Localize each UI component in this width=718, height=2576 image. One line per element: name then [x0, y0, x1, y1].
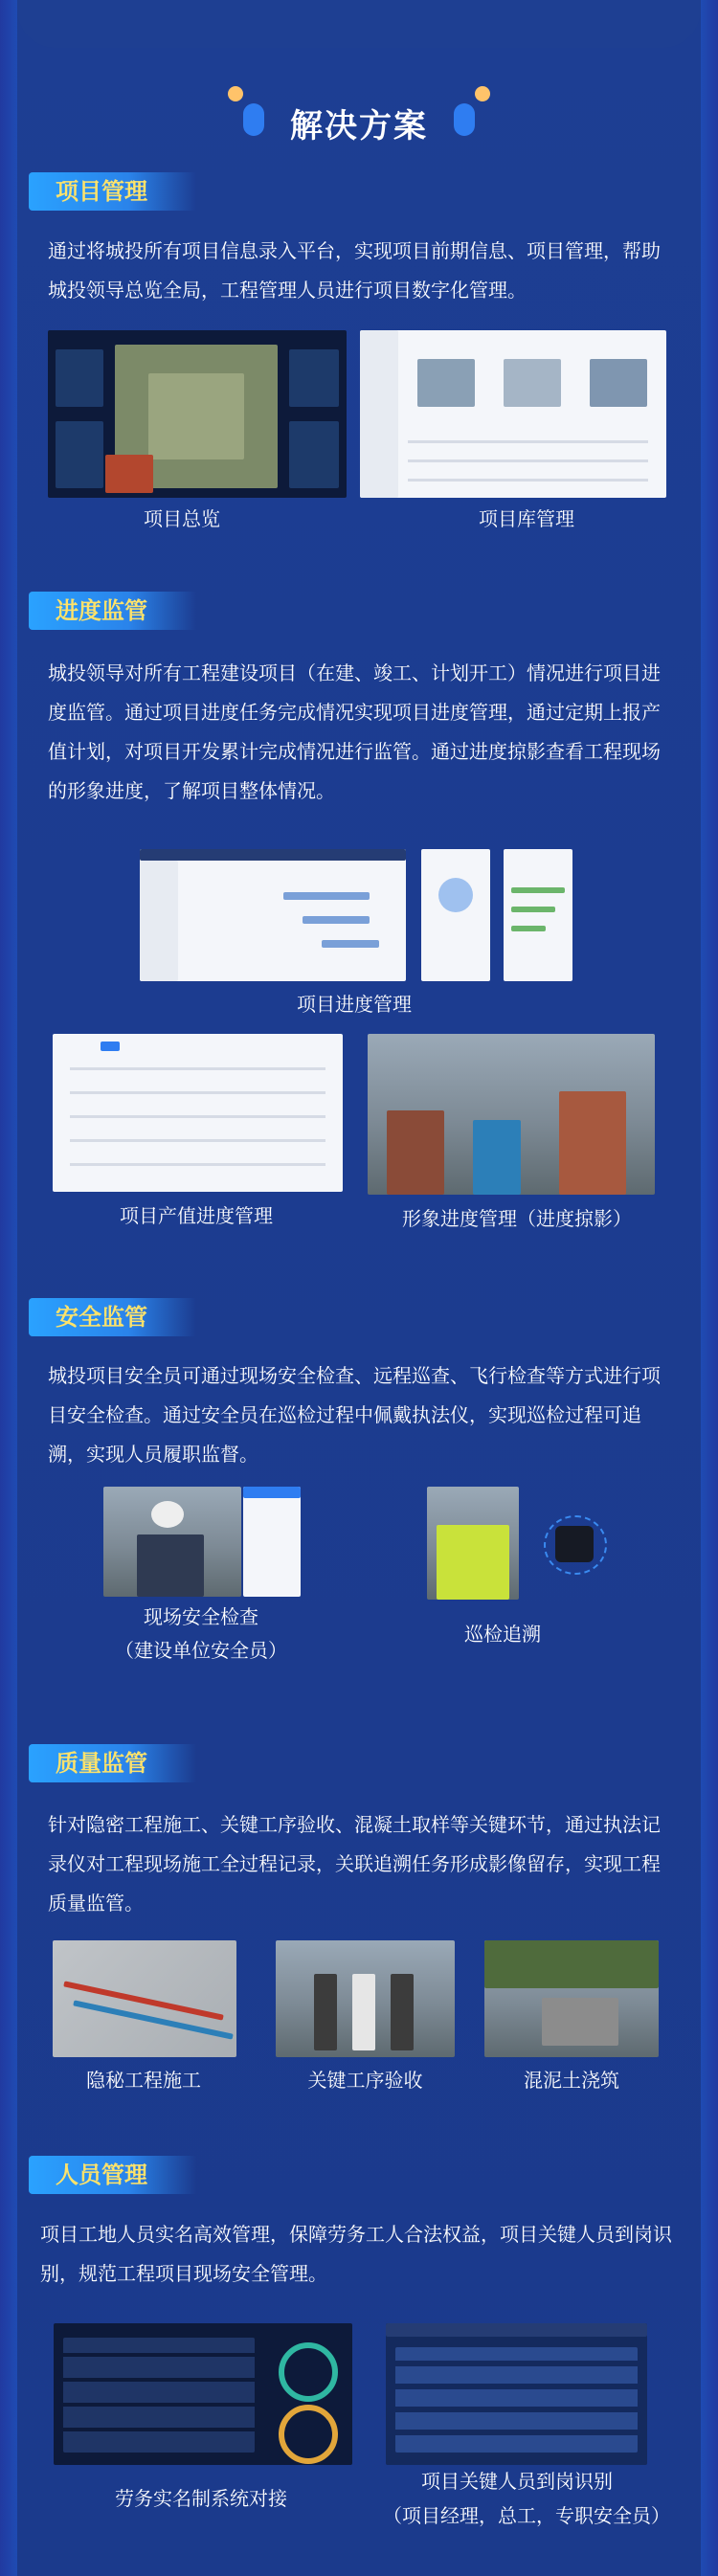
caption: （项目经理，总工，专职安全员）: [383, 2504, 670, 2527]
caption: 劳务实名制系统对接: [115, 2487, 287, 2510]
section-head-quality: [29, 1744, 196, 1782]
section-text: 通过将城投所有项目信息录入平台，实现项目前期信息、项目管理，帮助城投领导总览全局，工程管理人员进行项目数字化管理。: [48, 239, 661, 302]
progress-mobile-screenshot: [504, 849, 572, 981]
caption: 项目产值进度管理: [120, 1204, 273, 1227]
project-overview-screenshot: [48, 330, 347, 498]
caption: 混泥土浇筑: [524, 2069, 619, 2092]
inspector-photo: [427, 1487, 519, 1600]
key-process-photo: [276, 1940, 455, 2057]
caption: （建设单位安全员）: [115, 1639, 287, 1662]
key-personnel-screenshot: [386, 2323, 647, 2465]
caption: 现场安全检查: [144, 1605, 258, 1628]
section-text: 城投项目安全员可通过现场安全检查、远程巡查、飞行检查等方式进行项目安全检查。通过安全员在巡检过程中佩戴执法仪，实现巡检过程可追溯，实现人员履职监督。: [48, 1364, 661, 1466]
concrete-pouring-photo: [484, 1940, 659, 2057]
safety-check-photo: [103, 1487, 241, 1597]
caption: 形象进度管理（进度掠影）: [402, 1207, 632, 1230]
caption: 项目库管理: [479, 507, 574, 530]
page-title: 解决方案: [290, 107, 428, 146]
progress-gantt-screenshot: [140, 849, 406, 981]
section-text: 城投领导对所有工程建设项目（在建、竣工、计划开工）情况进行项目进度监管。通过项目进度任务完成情况实现项目进度管理，通过定期上报产值计划，对项目开发累计完成情况进行监管。通过进度掠影查看工程现场的形象进度，了解项目整体情况。: [48, 661, 661, 802]
left-border: [0, 0, 17, 2576]
header: [0, 98, 718, 155]
project-library-screenshot: [360, 330, 666, 498]
section-title: 人员管理: [56, 2162, 147, 2188]
section-head-project: [29, 172, 196, 211]
safety-app-screenshot: [243, 1487, 301, 1597]
image-progress-photo: [368, 1034, 655, 1195]
section-head-safety: [29, 1298, 196, 1336]
section-title: 项目管理: [56, 178, 147, 205]
section-head-personnel: [29, 2156, 196, 2194]
top-cap: [17, 0, 701, 48]
section-title: 安全监管: [56, 1304, 147, 1331]
labor-system-screenshot: [54, 2323, 352, 2465]
output-value-screenshot: [53, 1034, 343, 1192]
section-text: 针对隐密工程施工、关键工序验收、混凝土取样等关键环节，通过执法记录仪对工程现场施工全过程记录，关联追溯任务形成影像留存，实现工程质量监管。: [48, 1813, 661, 1915]
caption: 关键工序验收: [307, 2069, 423, 2092]
caption: 项目关键人员到岗识别: [421, 2470, 613, 2493]
caption: 项目进度管理: [297, 993, 412, 1016]
hidden-works-photo: [53, 1940, 236, 2057]
caption: 项目总览: [144, 507, 220, 530]
section-text: 项目工地人员实名高效管理，保障劳务工人合法权益，项目关键人员到岗识别，规范工程项目现场安全管理。: [40, 2223, 672, 2285]
section-head-progress: [29, 592, 196, 630]
section-title: 进度监管: [56, 597, 147, 624]
section-title: 质量监管: [56, 1750, 147, 1777]
progress-mobile-screenshot: [421, 849, 490, 981]
caption: 巡检追溯: [464, 1623, 541, 1646]
caption: 隐秘工程施工: [86, 2069, 201, 2092]
right-border: [701, 0, 718, 2576]
bodycam-icon: [555, 1526, 594, 1562]
